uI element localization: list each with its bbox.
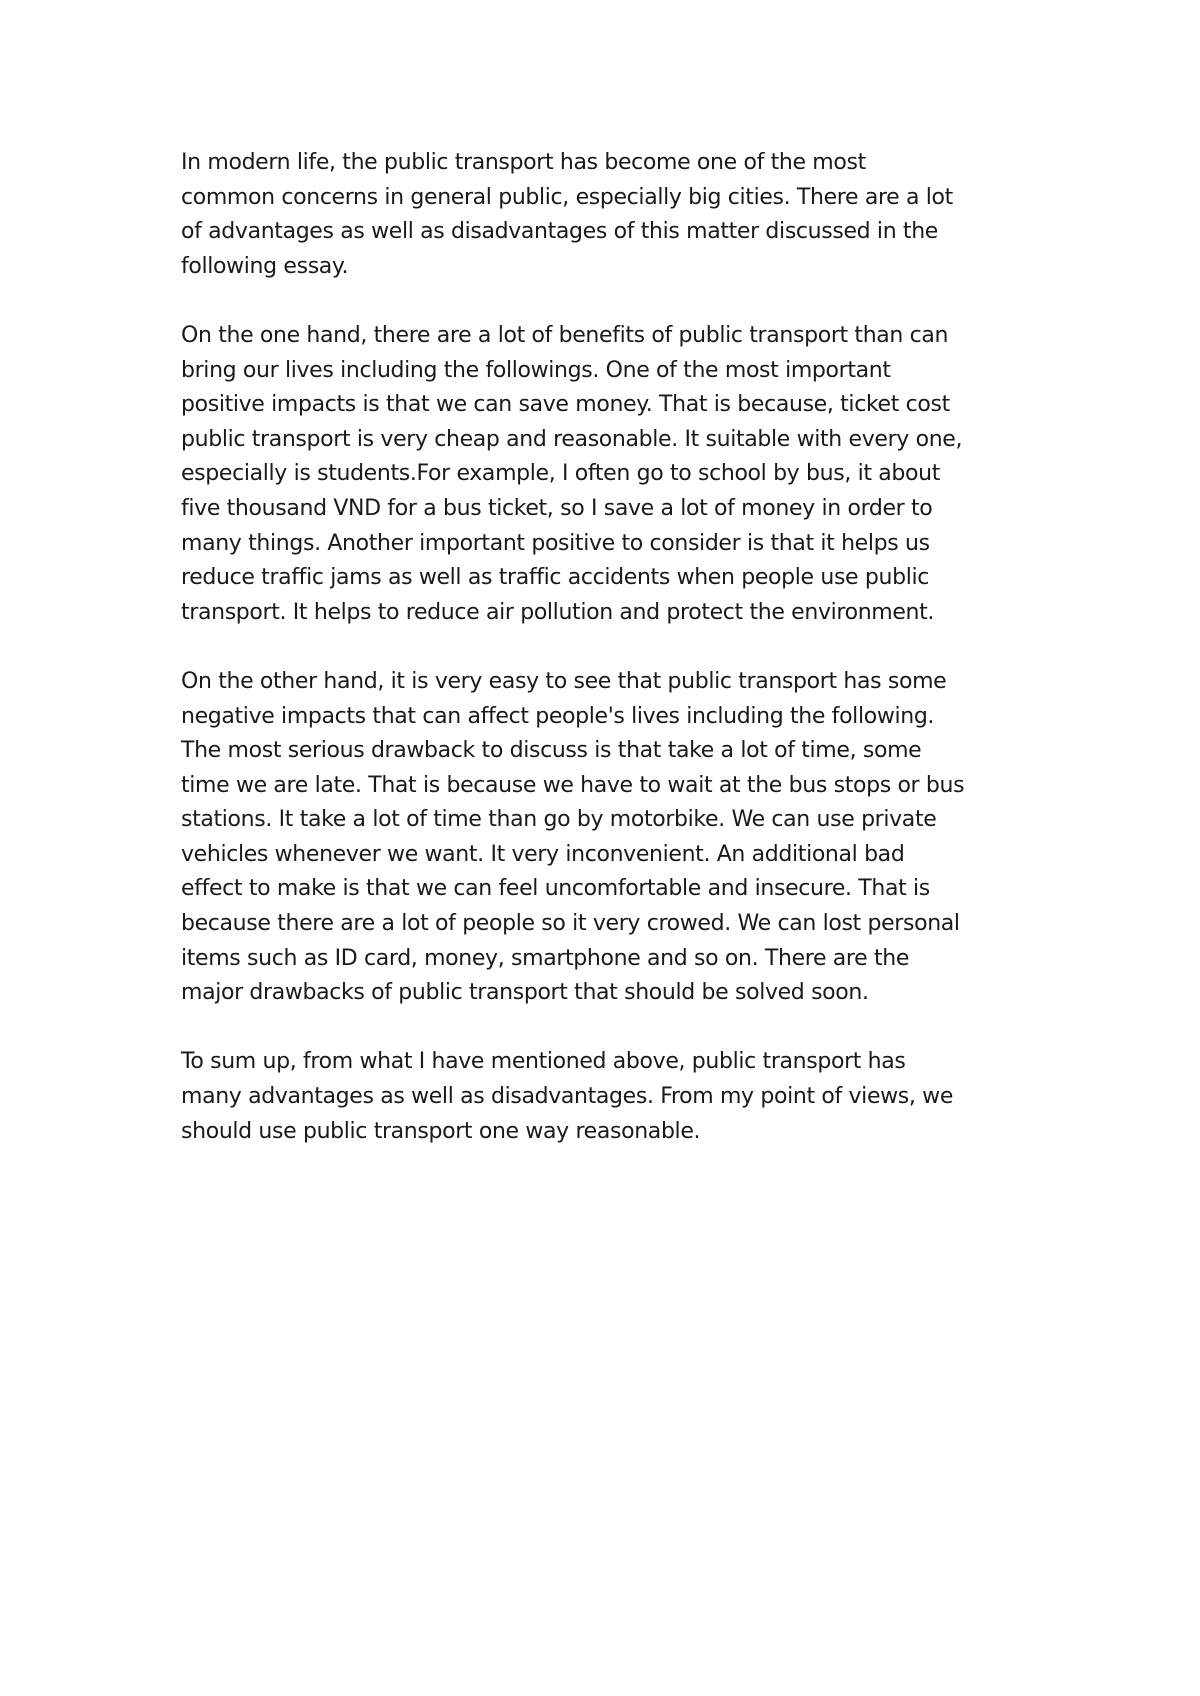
text-line: many advantages as well as disadvantages. From my point of views, we — [181, 1084, 954, 1110]
text-line: public transport is very cheap and reasonable. It suitable with every one, — [181, 426, 963, 452]
text-line: especially is students.For example, I often go to school by bus, it about — [181, 461, 941, 487]
text-line: reduce traffic jams as well as traffic accidents when people use public — [181, 565, 929, 591]
text-line: stations. It take a lot of time than go by motorbike. We can use private — [181, 807, 937, 833]
text-line: many things. Another important positive to consider is that it helps us — [181, 530, 930, 556]
text-line: vehicles whenever we want. It very inconvenient. An additional bad — [181, 841, 905, 867]
text-line: items such as ID card, money, smartphone and so on. There are the — [181, 945, 910, 971]
text-line: To sum up, from what I have mentioned above, public transport has — [181, 1049, 906, 1075]
paragraph-spacer — [181, 284, 1051, 319]
text-line: should use public transport one way reasonable. — [181, 1118, 701, 1144]
text-line: transport. It helps to reduce air pollution and protect the environment. — [181, 599, 935, 625]
text-line: five thousand VND for a bus ticket, so I save a lot of money in order to — [181, 495, 933, 521]
essay-body — [181, 146, 1051, 1149]
text-line: of advantages as well as disadvantages of this matter discussed in the — [181, 219, 938, 245]
text-line: On the other hand, it is very easy to see that public transport has some — [181, 668, 947, 694]
paragraph-conclusion — [181, 1045, 1051, 1149]
text-line: The most serious drawback to discuss is that take a lot of time, some — [181, 738, 922, 764]
text-line: following essay. — [181, 253, 349, 279]
text-line: negative impacts that can affect people's lives including the following. — [181, 703, 935, 729]
paragraph-advantages — [181, 319, 1051, 630]
paragraph-spacer — [181, 1011, 1051, 1046]
text-line: bring our lives including the followings. One of the most important — [181, 357, 891, 383]
text-line: major drawbacks of public transport that should be solved soon. — [181, 980, 869, 1006]
text-line: time we are late. That is because we have to wait at the bus stops or bus — [181, 772, 965, 798]
text-line: On the one hand, there are a lot of benefits of public transport than can — [181, 322, 949, 348]
text-line: common concerns in general public, especially big cities. There are a lot — [181, 184, 953, 210]
text-line: because there are a lot of people so it very crowed. We can lost personal — [181, 911, 960, 937]
text-line: effect to make is that we can feel uncomfortable and insecure. That is — [181, 876, 930, 902]
paragraph-introduction — [181, 146, 1051, 284]
text-line: In modern life, the public transport has become one of the most — [181, 150, 866, 175]
text-line: positive impacts is that we can save money. That is because, ticket cost — [181, 392, 950, 418]
paragraph-spacer — [181, 630, 1051, 665]
paragraph-disadvantages — [181, 665, 1051, 1011]
